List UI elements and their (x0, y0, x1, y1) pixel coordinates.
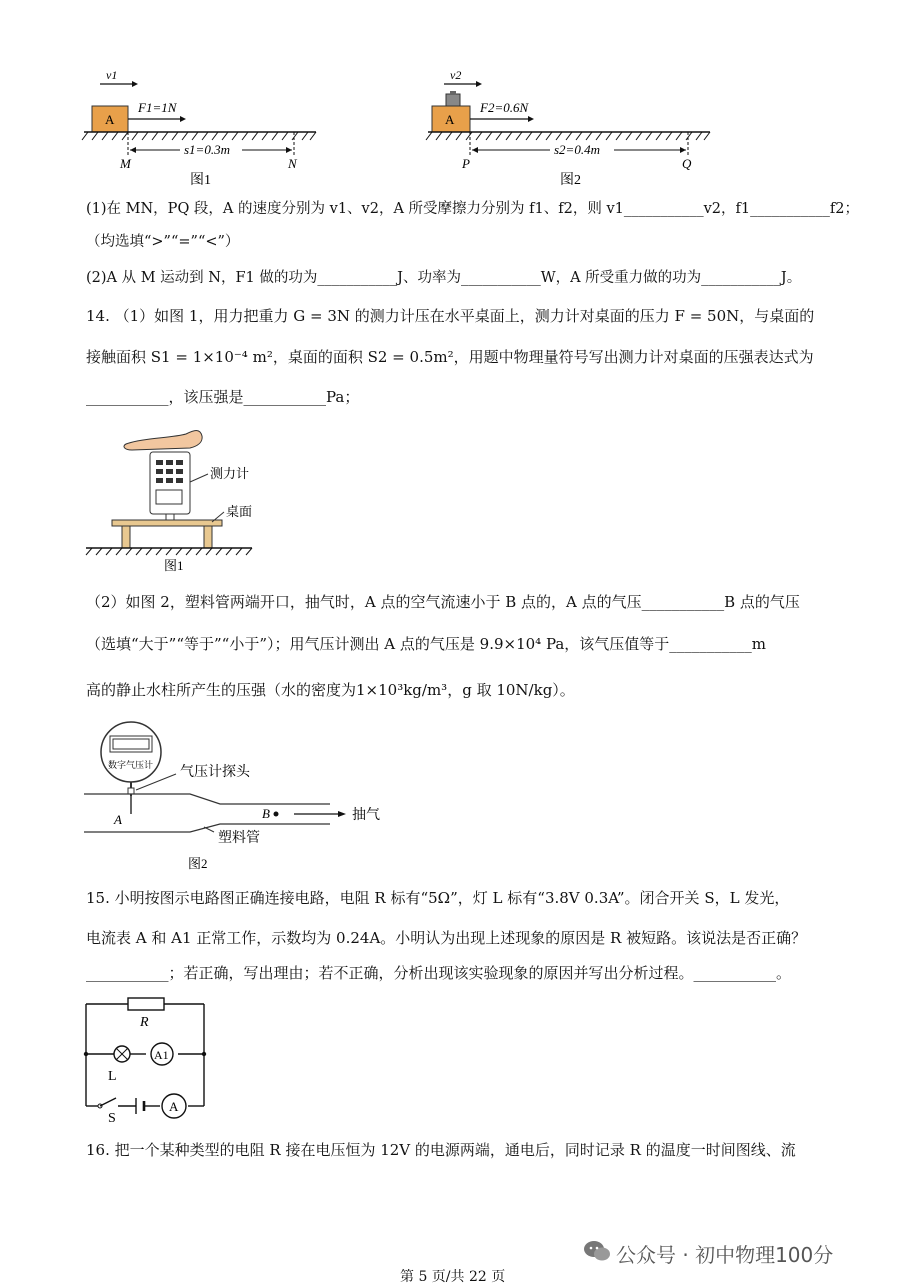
fig1-block-label: A (105, 112, 115, 127)
fig2-caption: 图2 (560, 173, 581, 188)
point-b-label: B (262, 806, 270, 821)
q15-line2: 电流表 A 和 A1 正常工作，示数均为 0.24A。小明认为出现上述现象的原因是 R 被短路。该说法是否正确？ (86, 929, 807, 947)
q14-line1: 14. （1）如图 1，用力把重力 G = 3N 的测力计压在水平桌面上，测力计对桌面的压力 F = 50N，与桌面的 (86, 307, 815, 325)
pump-label: 抽气 (352, 808, 380, 823)
fig2-caption-q14: 图2 (188, 856, 208, 871)
label-l: L (108, 1069, 117, 1084)
q13-line2: （均选填“>”“=”“<”） (86, 234, 240, 250)
q14-line2: 接触面积 S1 = 1×10⁻⁴ m²，桌面的面积 S2 = 0.5m²，用题中物理量符号写出测力计对桌面的压强表达式为 (86, 348, 814, 366)
q13-line3: (2)A 从 M 运动到 N，F1 做的功为___________J、功率为___________W，A 所受重力做的功为___________J。 (86, 270, 802, 286)
probe-label: 气压计探头 (180, 765, 250, 780)
q15-circuit-diagram (80, 992, 220, 1126)
fig2-point-p: P (462, 156, 470, 171)
q15-line3: ___________；若正确，写出理由；若不正确，分析出现该实验现象的原因并写出分析过程。___________。 (86, 964, 792, 982)
label-a: A (169, 1099, 179, 1114)
fig1-distance: s1=0.3m (184, 142, 230, 157)
table-top (112, 520, 222, 526)
fig1-caption: 图1 (190, 173, 211, 188)
label-s: S (108, 1111, 116, 1126)
fig2-point-q: Q (682, 156, 692, 171)
resistor-r (128, 998, 164, 1010)
q14-p2-line3: 高的静止水柱所产生的压强（水的密度为1×10³kg/m³，g 取 10N/kg）。 (86, 681, 575, 699)
q13-line1: (1)在 MN，PQ 段，A 的速度分别为 v1、v2，A 所受摩擦力分别为 f1、f2，则 v1___________v2，f1___________f2； (86, 201, 859, 217)
page-footer: 第 5 页/共 22 页 (400, 1269, 506, 1285)
fig2-v-label: v2 (450, 68, 462, 82)
fig1-point-n: N (288, 156, 297, 171)
fig1-block-diagram (80, 62, 330, 192)
q14-barometer-figure (80, 724, 400, 874)
hand-shape (124, 431, 202, 451)
q14-force-meter-figure (82, 424, 282, 576)
q14-p2-line2: （选填“大于”“等于”“小于”）；用气压计测出 A 点的气压是 9.9×10⁴ Pa，该气压值等于___________m (86, 635, 767, 653)
barometer-label: 数字气压计 (108, 760, 154, 770)
fig1-caption-q14: 图1 (164, 558, 184, 573)
q14-line3: ___________，该压强是___________Pa； (86, 388, 360, 406)
fig2-weight (446, 94, 460, 106)
wechat-icon (582, 1239, 612, 1263)
label-table: 桌面 (226, 504, 253, 519)
fig2-distance: s2=0.4m (554, 142, 600, 157)
point-a-label: A (114, 812, 122, 827)
fig1-force-label: F1=1N (138, 100, 177, 115)
q16-line1: 16. 把一个某种类型的电阻 R 接在电压恒为 12V 的电源两端，通电后，同时记录 R 的温度一时间图线、流 (86, 1141, 796, 1159)
q15-line1: 15. 小明按图示电路图正确连接电路，电阻 R 标有“5Ω”，灯 L 标有“3.8V 0.3A”。闭合开关 S，L 发光， (86, 889, 790, 907)
watermark-text: 公众号 · 初中物理100分 (616, 1243, 834, 1267)
label-a1: A1 (154, 1048, 169, 1062)
fig1-point-m: M (120, 156, 131, 171)
label-force-meter: 测力计 (210, 466, 250, 481)
tube-label: 塑料管 (218, 831, 260, 846)
q14-p2-line1: （2）如图 2，塑料管两端开口，抽气时，A 点的空气流速小于 B 点的，A 点的气压___________B 点的气压 (86, 593, 800, 611)
fig2-block-label: A (445, 112, 455, 127)
label-r: R (140, 1015, 149, 1030)
fig2-block-diagram (424, 62, 724, 192)
fig1-v-label: v1 (106, 68, 118, 82)
fig2-force-label: F2=0.6N (480, 100, 529, 115)
